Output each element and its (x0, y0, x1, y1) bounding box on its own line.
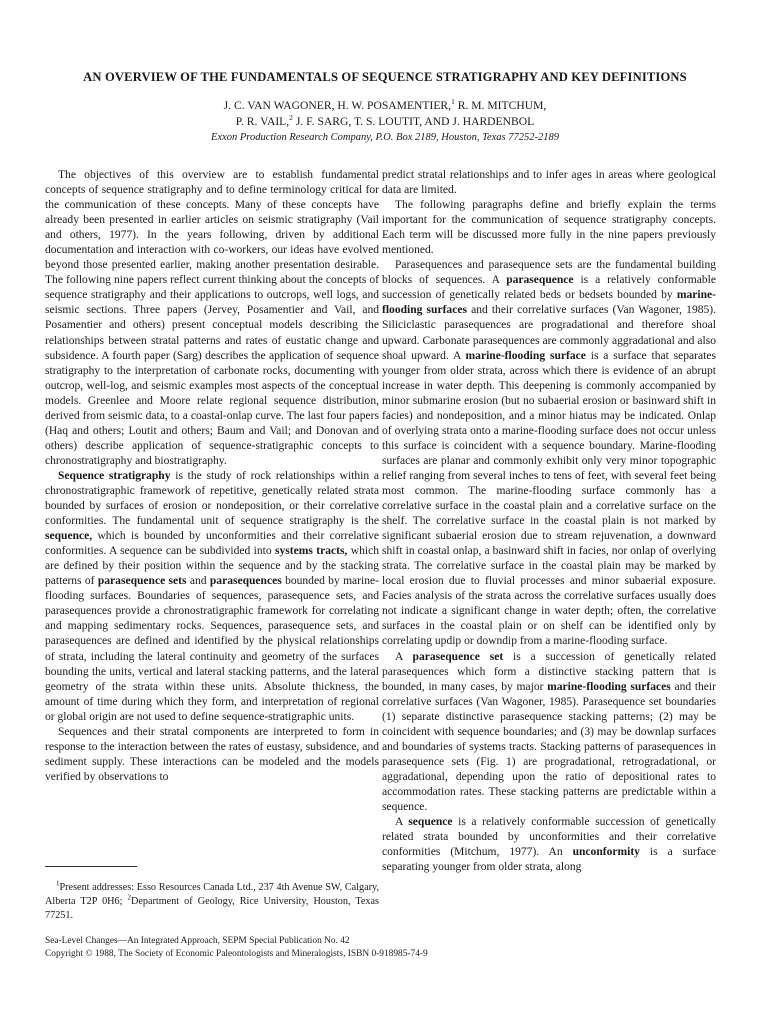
paper-title: AN OVERVIEW OF THE FUNDAMENTALS OF SEQUENCE STRATIGRAPHY AND KEY DEFINITIONS (83, 70, 687, 84)
footnote-marker: 1 (451, 97, 455, 107)
paragraph: A sequence is a relatively conformable succession of genetically related strata bounded by unconformities and their correlative conformities (Mitchum, 1977). An unconformity is a surface separating younger from older strata, along (382, 816, 717, 874)
term-systems-tracts: systems tracts, (275, 545, 348, 558)
copyright-line: Copyright © 1988, The Society of Economic Paleontologists and Mineralogists, ISBN 0-918985-74-9 (45, 949, 428, 959)
term-parasequence: parasequence (506, 274, 574, 287)
footnote-divider (45, 866, 137, 867)
authors-line-2: P. R. VAIL,$^2$ J. F. SARG, T. S. LOUTIT, AND J. HARDENBOL (235, 113, 535, 128)
publication-line: Sea-Level Changes—An Integrated Approach, SEPM Special Publication No. 42 (45, 936, 350, 946)
paragraph: The following paragraphs define and briefly explain the terms important for the communication of sequence stratigraphy concepts. Each term will be discussed more fully in the nine papers previously mentioned. (382, 199, 716, 257)
term-marine-flooding-surface: marine-flooding surface (465, 349, 586, 362)
paragraph: Parasequences and parasequence sets are the fundamental building blocks of sequences. A parasequence is a relatively conformable succession of genetically related beds or bedsets bounded by marine-flooding surfaces and their correlative surfaces (Van Wagoner, 1985). Siliciclastic parasequences are progradational and therefore shoal upward. Carbonate parasequences are commonly aggradational and also shoal upward. A marine-flooding surface is a surface that separates younger from older strata, across which there is evidence of an abrupt increase in water depth. This deepening is commonly accompanied by minor submarine erosion (but no subaerial erosion or basinward shift in facies) and nondeposition, and a minor hiatus may be indicated. Onlap of overlying strata onto a marine-flooding surface does not occur unless this surface is coincident with a sequence boundary. Marine-flooding surfaces are planar and commonly exhibit only very minor topographic relief ranging from several inches to tens of feet, with several feet being most common. The marine-flooding surface commonly has a correlative surface in the coastal plain and a correlative surface on the shelf. The correlative surface in the coastal plain is not marked by significant subaerial erosion due to stream rejuvenation, a downward shift in coastal onlap, a basinward shift in facies, nor onlap of overlying strata. The correlative surface in the coastal plain may be marked by local erosion due to fluvial processes and minor subaerial exposure. Facies analysis of the strata across the correlative surfaces usually does not indicate a significant change in water depth; often, the correlative surfaces in the coastal plain or on shelf can be identified only by correlating updip or downdip from a marine-flooding surface. (382, 259, 717, 648)
term-sequence-stratigraphy: Sequence stratigraphy (58, 469, 171, 482)
authors-line-1: J. C. VAN WAGONER, H. W. POSAMENTIER,$^1$ R. M. MITCHUM, (223, 97, 547, 112)
affiliation: Exxon Production Research Company, P.O. Box 2189, Houston, Texas 77252-2189 (210, 132, 560, 143)
publication-info (45, 935, 735, 961)
term-parasequence-set: parasequence set (412, 650, 504, 663)
paragraph: predict stratal relationships and to infer ages in areas where geological data are limited. (382, 169, 716, 197)
footnote-marker: 2 (289, 113, 293, 123)
term-parasequences: parasequences (209, 575, 282, 588)
footnote: $^1$Present addresses: Esso Resources Canada Ltd., 237 4th Avenue SW, Calgary, Alberta T2P 0H6; $^2$Department of Geology, Rice University, Houston, Texas 77251. (45, 879, 380, 921)
paragraph: A parasequence set is a succession of genetically related parasequences which form a distinctive stacking pattern that is bounded, in many cases, by major marine-flooding surfaces and their correlative surfaces (Van Wagoner, 1985). Parasequence set boundaries (1) separate distinctive parasequence stacking patterns; (2) may be coincident with sequence boundaries; and (3) may be downlap surfaces and boundaries of systems tracts. Stacking patterns of parasequences in parasequence sets (Fig. 1) are progradational, retrogradational, or aggradational, depending upon the ratio of depositional rates to accommodation rates. These stacking patterns are predictable within a sequence. (382, 650, 716, 813)
term-marine-flooding-surfaces: marine-flooding surfaces (547, 680, 671, 693)
left-column (45, 168, 379, 785)
author-block (40, 98, 730, 146)
term-parasequence-sets: parasequence sets (97, 575, 187, 588)
paragraph: Sequence stratigraphy is the study of rock relationships within a chronostratigraphic framework of repetitive, genetically related strata bounded by surfaces of erosion or nondeposition, or their correlative conformities. The fundamental unit of sequence stratigraphy is the sequence, which is bounded by unconformities and their correlative conformities. A sequence can be subdivided into systems tracts, which are defined by their position within the sequence and by the stacking patterns of parasequence sets and parasequences bounded by marine-flooding surfaces. Boundaries of sequences, parasequence sets, and parasequences provide a chronostratigraphic framework for correlating and mapping sedimentary rocks. Sequences, parasequence sets, and parasequences are defined and identified by the physical relationships of strata, including the lateral continuity and geometry of the surfaces bounding the units, vertical and lateral stacking patterns, and the lateral geometry of the strata within these units. Absolute thickness, the amount of time during which they form, and interpretation of regional or global origin are not used to define sequence-stratigraphic units. (45, 469, 379, 723)
term-sequence: sequence (408, 816, 453, 829)
paragraph: Sequences and their stratal components are interpreted to form in response to the interaction between the rates of eustasy, subsidence, and sediment supply. These interactions can be modeled and the models verified by observations to (45, 725, 379, 783)
term-sequence: sequence, (45, 530, 93, 543)
paragraph: The objectives of this overview are to establish fundamental concepts of sequence stratigraphy and to define terminology critical for the communication of these concepts. Many of these concepts have already been presented in earlier articles on seismic stratigraphy (Vail and others, 1977). In the years following, driven by additional documentation and interaction with co-workers, our ideas have evolved beyond those presented earlier, making another presentation desirable. The following nine papers reflect current thinking about the concepts of sequence stratigraphy and their applications to outcrops, well logs, and seismic sections. Three papers (Jervey, Posamentier and Vail, and Posamentier and others) present conceptual models describing the relationships between stratal patterns and rates of eustatic change and subsidence. A fourth paper (Sarg) describes the application of sequence stratigraphy to the interpretation of carbonate rocks, documenting with outcrop, well-log, and seismic examples most aspects of the conceptual models. Greenlee and Moore relate regional sequence distribution, derived from seismic data, to a coastal-onlap curve. The last four papers (Haq and others; Loutit and others; Baum and Vail; and Donovan and others) describe application of sequence-stratigraphic concepts to chronostratigraphy and biostratigraphy. (45, 169, 379, 467)
right-column (382, 168, 716, 875)
term-unconformity: unconformity (572, 846, 640, 859)
term-marine-flooding-surfaces: marine-flooding surfaces (382, 289, 716, 317)
